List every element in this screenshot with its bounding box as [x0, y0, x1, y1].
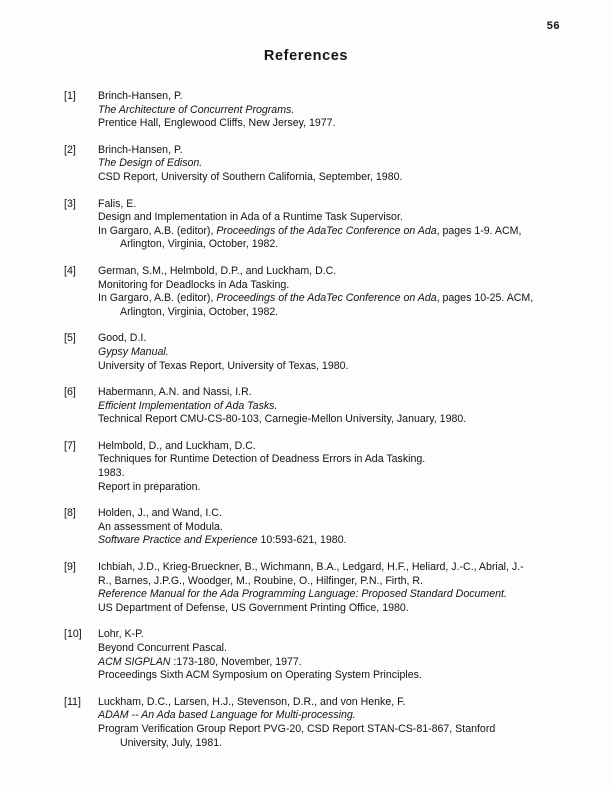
- reference-line: [98, 696, 578, 710]
- reference-line: [98, 144, 578, 158]
- reference-line: [98, 602, 578, 616]
- reference-work-title: Efficient Implementation of Ada Tasks.: [98, 399, 278, 412]
- reference-line: [98, 306, 578, 320]
- reference-text: R., Barnes, J.P.G., Woodger, M., Roubine, O., Hilfinger, P.N., Firth, R.: [98, 574, 424, 587]
- reference-text: Arlington, Virginia, October, 1982.: [120, 238, 279, 251]
- reference-text: Prentice Hall, Englewood Cliffs, New Jersey, 1977.: [98, 117, 336, 130]
- reference-item: [64, 507, 578, 548]
- reference-line: [98, 575, 578, 589]
- reference-line: [98, 642, 578, 656]
- reference-text: In Gargaro, A.B. (editor),: [98, 224, 217, 237]
- reference-item: [64, 265, 578, 319]
- reference-body: [98, 628, 578, 682]
- reference-body: [98, 90, 578, 131]
- reference-work-title: ADAM -- An Ada based Language for Multi-processing.: [98, 709, 356, 722]
- reference-text: Habermann, A.N. and Nassi, I.R.: [98, 386, 252, 399]
- reference-label: [6]: [64, 386, 76, 399]
- reference-line: [98, 561, 578, 575]
- reference-line: [98, 709, 578, 723]
- reference-body: [98, 332, 578, 373]
- reference-label: [7]: [64, 439, 76, 452]
- reference-work-title: The Architecture of Concurrent Programs.: [98, 103, 295, 116]
- reference-item: [64, 90, 578, 131]
- reference-line: [98, 481, 578, 495]
- reference-line: [98, 628, 578, 642]
- reference-item: [64, 440, 578, 494]
- page-number: 56: [546, 20, 560, 32]
- reference-text: Monitoring for Deadlocks in Ada Tasking.: [98, 278, 290, 291]
- reference-text: In Gargaro, A.B. (editor),: [98, 292, 217, 305]
- reference-text: Proceedings Sixth ACM Symposium on Operating System Principles.: [98, 669, 422, 682]
- reference-line: [98, 588, 578, 602]
- reference-text: Program Verification Group Report PVG-20, CSD Report STAN-CS-81-867, Stanford: [98, 722, 496, 735]
- reference-line: [98, 521, 578, 535]
- references-list: [64, 90, 578, 750]
- reference-label: [8]: [64, 507, 76, 520]
- reference-line: [98, 211, 578, 225]
- reference-label: [4]: [64, 264, 76, 277]
- reference-item: [64, 144, 578, 185]
- reference-line: [98, 360, 578, 374]
- reference-text: Beyond Concurrent Pascal.: [98, 642, 227, 654]
- reference-line: [98, 198, 578, 212]
- reference-line: [98, 117, 578, 131]
- reference-body: [98, 440, 578, 494]
- reference-label: [3]: [64, 197, 76, 210]
- reference-label: [2]: [64, 143, 76, 156]
- reference-text: Falis, E.: [98, 197, 137, 210]
- reference-text: University, July, 1981.: [120, 736, 223, 749]
- reference-body: [98, 386, 578, 427]
- reference-text: Technical Report CMU-CS-80-103, Carnegie-Mellon University, January, 1980.: [98, 413, 467, 426]
- reference-text: Arlington, Virginia, October, 1982.: [120, 305, 279, 318]
- reference-line: [98, 400, 578, 414]
- reference-work-title: Reference Manual for the Ada Programming Language: Proposed Standard Document.: [98, 588, 507, 601]
- reference-item: [64, 628, 578, 682]
- reference-text: An assessment of Modula.: [98, 520, 223, 533]
- reference-body: [98, 507, 578, 548]
- reference-body: [98, 265, 578, 319]
- reference-label: [5]: [64, 332, 76, 345]
- reference-line: [98, 171, 578, 185]
- reference-line: [98, 440, 578, 454]
- reference-line: [98, 507, 578, 521]
- reference-text: Lohr, K-P.: [98, 628, 144, 641]
- reference-text: Brinch-Hansen, P.: [98, 90, 183, 102]
- reference-line: [98, 332, 578, 346]
- reference-item: [64, 561, 578, 615]
- reference-line: [98, 238, 578, 252]
- reference-item: [64, 332, 578, 373]
- reference-line: [98, 292, 578, 306]
- reference-text: CSD Report, University of Southern California, September, 1980.: [98, 170, 403, 183]
- reference-text: Design and Implementation in Ada of a Runtime Task Supervisor.: [98, 211, 403, 224]
- reference-line: [98, 279, 578, 293]
- reference-line: [98, 386, 578, 400]
- reference-line: [98, 669, 578, 683]
- reference-body: [98, 696, 578, 750]
- reference-text: University of Texas Report, University of Texas, 1980.: [98, 359, 349, 372]
- reference-work-title: Proceedings of the AdaTec Conference on Ada: [216, 292, 437, 305]
- reference-line: [98, 737, 578, 751]
- reference-line: [98, 225, 578, 239]
- reference-body: [98, 561, 578, 615]
- reference-label: [10]: [64, 628, 82, 641]
- reference-line: [98, 453, 578, 467]
- reference-line: [98, 90, 578, 104]
- reference-text: Brinch-Hansen, P.: [98, 143, 183, 156]
- reference-label: [11]: [64, 695, 81, 708]
- reference-text: Ichbiah, J.D., Krieg-Brueckner, B., Wichmann, B.A., Ledgard, H.F., Heliard, J.-C., Abrial, J.-: [98, 561, 524, 574]
- reference-work-title: The Design of Edison.: [98, 157, 203, 170]
- reference-text: Luckham, D.C., Larsen, H.J., Stevenson, D.R., and von Henke, F.: [98, 695, 406, 708]
- reference-text: Holden, J., and Wand, I.C.: [98, 507, 222, 520]
- reference-line: [98, 346, 578, 360]
- reference-text: Good, D.I.: [98, 332, 147, 345]
- reference-work-title: Proceedings of the AdaTec Conference on Ada: [216, 224, 437, 237]
- reference-text: Helmbold, D., and Luckham, D.C.: [98, 439, 256, 452]
- reference-label: [1]: [64, 90, 76, 102]
- reference-text: 1983.: [98, 467, 125, 480]
- reference-body: [98, 198, 578, 252]
- reference-text: Report in preparation.: [98, 480, 201, 493]
- reference-label: [9]: [64, 561, 76, 574]
- reference-text: 10:593-621, 1980.: [257, 534, 347, 547]
- reference-item: [64, 696, 578, 750]
- reference-line: [98, 265, 578, 279]
- reference-item: [64, 198, 578, 252]
- references-title: References: [263, 48, 349, 64]
- reference-work-title: Gypsy Manual.: [98, 345, 169, 358]
- reference-work-title: Software Practice and Experience: [98, 534, 258, 547]
- reference-text: German, S.M., Helmbold, D.P., and Luckham, D.C.: [98, 264, 337, 277]
- reference-text: Techniques for Runtime Detection of Deadness Errors in Ada Tasking.: [98, 453, 426, 466]
- reference-text: US Department of Defense, US Government Printing Office, 1980.: [98, 601, 409, 614]
- reference-line: [98, 656, 578, 670]
- reference-body: [98, 144, 578, 185]
- reference-work-title: ACM SIGPLAN: [98, 655, 171, 668]
- reference-text: :173-180, November, 1977.: [170, 655, 302, 668]
- reference-line: [98, 104, 578, 118]
- reference-text: , pages 10-25. ACM,: [436, 292, 534, 305]
- reference-line: [98, 157, 578, 171]
- reference-line: [98, 723, 578, 737]
- reference-line: [98, 534, 578, 548]
- reference-line: [98, 413, 578, 427]
- reference-line: [98, 467, 578, 481]
- reference-item: [64, 386, 578, 427]
- reference-text: , pages 1-9. ACM,: [436, 224, 522, 237]
